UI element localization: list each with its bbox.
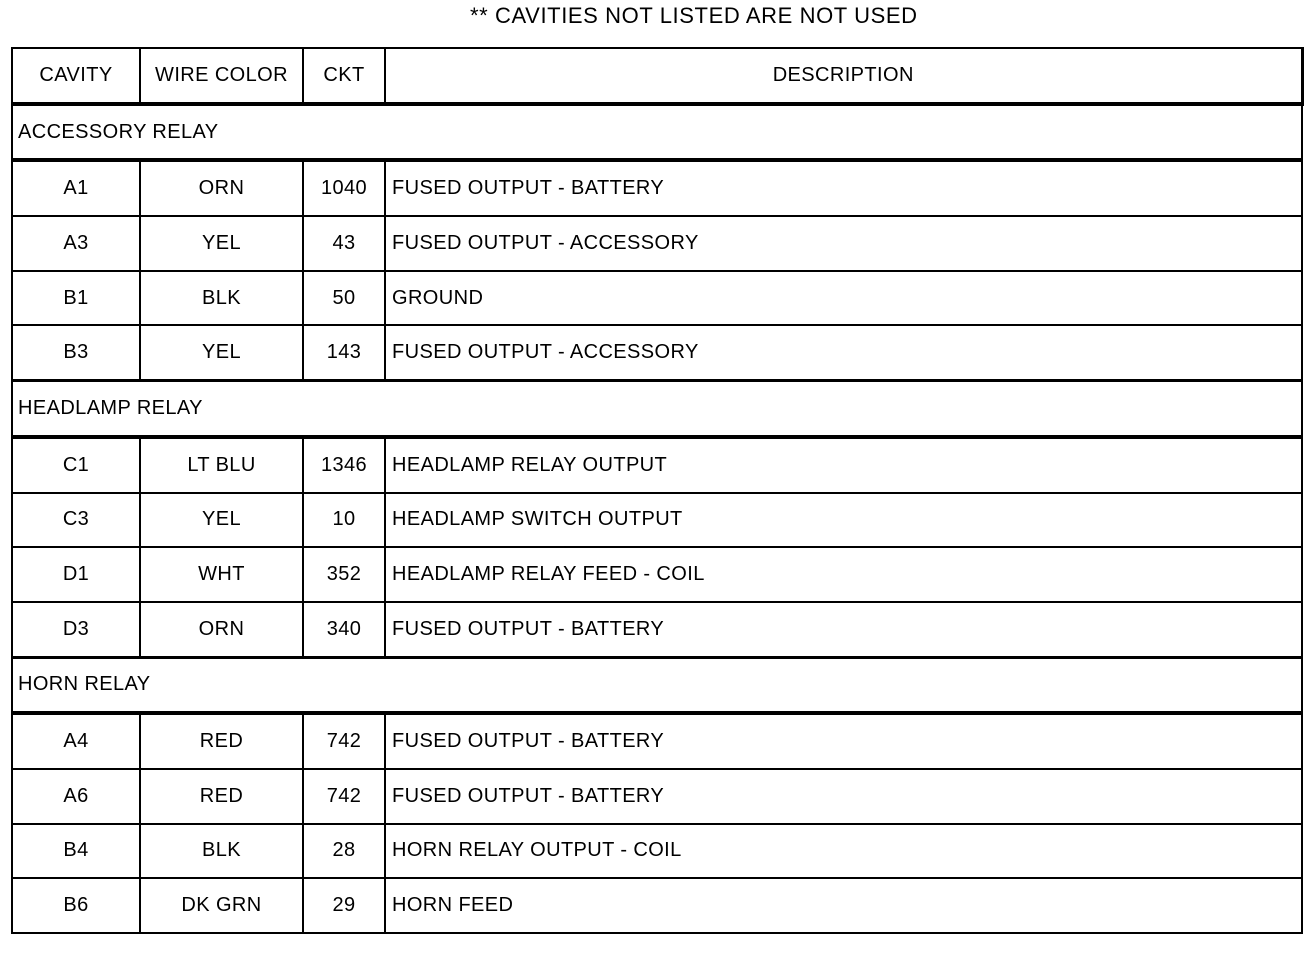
wire-color-cell: DK GRN <box>140 878 303 933</box>
wire-color-cell: BLK <box>140 271 303 326</box>
cavity-cell: A3 <box>12 216 140 271</box>
cavity-cell: B4 <box>12 824 140 879</box>
table-row <box>12 769 1302 824</box>
ckt-cell: 10 <box>303 493 385 548</box>
description-cell: FUSED OUTPUT - BATTERY <box>385 160 1302 216</box>
wire-color-cell: BLK <box>140 824 303 879</box>
cavity-cell: A1 <box>12 160 140 216</box>
description-cell: HORN RELAY OUTPUT - COIL <box>385 824 1302 879</box>
ckt-cell: 29 <box>303 878 385 933</box>
section-title: HEADLAMP RELAY <box>12 381 1302 437</box>
ckt-cell: 742 <box>303 713 385 769</box>
wire-color-cell: YEL <box>140 216 303 271</box>
ckt-cell: 1346 <box>303 437 385 493</box>
wire-color-cell: YEL <box>140 493 303 548</box>
table-row <box>12 713 1302 769</box>
wire-color-cell: ORN <box>140 602 303 657</box>
description-cell: HEADLAMP RELAY FEED - COIL <box>385 547 1302 602</box>
ckt-cell: 352 <box>303 547 385 602</box>
wire-color-cell: WHT <box>140 547 303 602</box>
description-header: DESCRIPTION <box>385 48 1302 104</box>
wire-color-cell: LT BLU <box>140 437 303 493</box>
table-row <box>12 602 1302 657</box>
ckt-cell: 143 <box>303 325 385 380</box>
table-header <box>12 48 1302 104</box>
wire-color-cell: ORN <box>140 160 303 216</box>
cavity-cell: D1 <box>12 547 140 602</box>
ckt-cell: 50 <box>303 271 385 326</box>
section-title: HORN RELAY <box>12 657 1302 713</box>
ckt-cell: 1040 <box>303 160 385 216</box>
cavity-cell: A6 <box>12 769 140 824</box>
cavity-header: CAVITY <box>12 48 140 104</box>
description-cell: FUSED OUTPUT - ACCESSORY <box>385 325 1302 380</box>
section-row-accessory-relay <box>12 104 1302 161</box>
cavity-cell: D3 <box>12 602 140 657</box>
section-title: ACCESSORY RELAY <box>12 104 1302 161</box>
table-row <box>12 547 1302 602</box>
description-cell: HEADLAMP SWITCH OUTPUT <box>385 493 1302 548</box>
cavity-cell: B6 <box>12 878 140 933</box>
ckt-cell: 742 <box>303 769 385 824</box>
description-cell: FUSED OUTPUT - BATTERY <box>385 769 1302 824</box>
table-row <box>12 437 1302 493</box>
ckt-cell: 28 <box>303 824 385 879</box>
wire-color-cell: YEL <box>140 325 303 380</box>
cavity-wiring-table <box>11 47 1304 934</box>
table-row <box>12 824 1302 879</box>
wire-color-cell: RED <box>140 713 303 769</box>
description-cell: GROUND <box>385 271 1302 326</box>
wire-color-header: WIRE COLOR <box>140 48 303 104</box>
cavity-cell: B3 <box>12 325 140 380</box>
wire-color-cell: RED <box>140 769 303 824</box>
cavity-cell: C1 <box>12 437 140 493</box>
cavity-cell: B1 <box>12 271 140 326</box>
section-row-headlamp-relay <box>12 381 1302 437</box>
unused-cavities-note: ** CAVITIES NOT LISTED ARE NOT USED <box>470 3 918 28</box>
table-row <box>12 271 1302 326</box>
ckt-cell: 43 <box>303 216 385 271</box>
description-cell: HEADLAMP RELAY OUTPUT <box>385 437 1302 493</box>
table-row <box>12 878 1302 933</box>
table-row <box>12 325 1302 380</box>
table-row <box>12 160 1302 216</box>
description-cell: FUSED OUTPUT - BATTERY <box>385 713 1302 769</box>
ckt-header: CKT <box>303 48 385 104</box>
description-cell: FUSED OUTPUT - ACCESSORY <box>385 216 1302 271</box>
cavity-cell: C3 <box>12 493 140 548</box>
ckt-cell: 340 <box>303 602 385 657</box>
description-cell: HORN FEED <box>385 878 1302 933</box>
section-row-horn-relay <box>12 657 1302 713</box>
header-row <box>12 48 1302 104</box>
description-cell: FUSED OUTPUT - BATTERY <box>385 602 1302 657</box>
table-row <box>12 493 1302 548</box>
cavity-cell: A4 <box>12 713 140 769</box>
table-row <box>12 216 1302 271</box>
table-body <box>12 104 1302 933</box>
